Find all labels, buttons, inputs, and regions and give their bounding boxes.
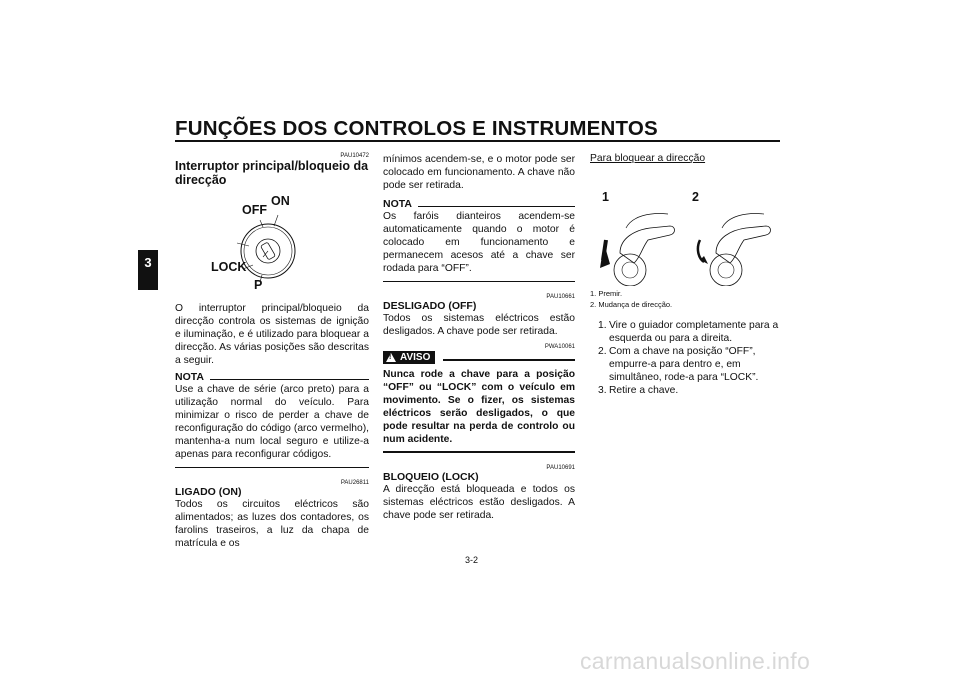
- lock-procedure-heading: Para bloquear a direcção: [590, 153, 706, 164]
- column-2: [383, 153, 575, 522]
- warning-text: Nunca rode a chave para a posição “OFF” ou “LOCK” com o veículo em movimento. Se o fizer, os sistemas eléctricos serão desligados, o que pode resultar na perda de controlo ou num acidente.: [383, 369, 575, 445]
- off-label: OFF: [242, 203, 267, 217]
- steps-list: [590, 319, 782, 397]
- nota-end-rule: [175, 467, 369, 468]
- section-code: PAU10472: [340, 153, 369, 159]
- off-heading: DESLIGADO (OFF): [383, 300, 477, 312]
- nota-text: Use a chave de série (arco preto) para a utilização normal do veículo. Para minimizar o risco de perder a chave de reconfiguração do código (arco vermelho), mantenha-a num local seguro e utilize-a apenas para reconfigurar códigos.: [175, 384, 369, 460]
- warning-badge: [383, 351, 435, 364]
- off-text: Todos os sistemas eléctricos estão desligados. A chave pode ser retirada.: [383, 313, 575, 337]
- figure-label-1: 1: [602, 190, 609, 204]
- intro-text: O interruptor principal/bloqueio da direcção controla os sistemas de ignição e iluminação, e é utilizado para bloquear a direcção. As várias posições são descritas a seguir.: [175, 303, 369, 366]
- caption-2: 2. Mudança de direcção.: [590, 300, 673, 309]
- nota-line: [210, 379, 369, 380]
- page-title: FUNÇÕES DOS CONTROLOS E INSTRUMENTOS: [175, 117, 658, 140]
- figure-captions: [590, 288, 782, 310]
- on-heading: LIGADO (ON): [175, 486, 242, 498]
- warning-icon: [386, 353, 396, 362]
- on-text: Todos os circuitos eléctricos são alimentados; as luzes dos contadores, os farolins traseiros, a luz da chapa de matrícula e os: [175, 499, 369, 549]
- nota-header: [175, 371, 369, 383]
- section-code: PAU10661: [546, 294, 575, 300]
- title-rule: [175, 140, 780, 142]
- list-item: 1. Vire o guiador completamente para a esquerda ou para a direita.: [598, 320, 779, 344]
- nota-text: Os faróis dianteiros acendem-se automaticamente quando o motor é colocado em funcionamento e permanecem acesos até a chave ser rodada para “OFF”.: [383, 211, 575, 274]
- nota-line: [418, 206, 575, 207]
- column-1: [175, 153, 369, 550]
- nota-label: NOTA: [383, 198, 412, 210]
- section-heading: Interruptor principal/bloqueio da direcção: [175, 159, 369, 187]
- p-label: P: [254, 278, 263, 292]
- on-label: ON: [271, 194, 290, 208]
- lock-heading: BLOQUEIO (LOCK): [383, 471, 479, 483]
- section-code: PAU26811: [340, 480, 369, 486]
- lock-text: A direcção está bloqueada e todos os sistemas eléctricos estão desligados. A chave pode ser retirada.: [383, 484, 575, 521]
- column-3: [590, 153, 782, 397]
- list-item: 3. Retire a chave.: [598, 385, 679, 396]
- aviso-end-rule: [383, 451, 575, 453]
- aviso-label: AVISO: [400, 352, 431, 363]
- chapter-tab: 3: [138, 250, 158, 290]
- ignition-switch-figure: [175, 191, 369, 299]
- page-number: 3-2: [465, 555, 479, 565]
- section-code: PWA10061: [544, 344, 575, 350]
- nota-end-rule: [383, 281, 575, 282]
- nota-label: NOTA: [175, 371, 204, 383]
- aviso-line: [443, 359, 575, 361]
- lock-label: LOCK: [211, 260, 247, 274]
- watermark: carmanualsonline.info: [580, 648, 811, 674]
- section-code: PAU10691: [546, 465, 575, 471]
- figure-label-2: 2: [692, 190, 699, 204]
- caption-1: 1. Premir.: [590, 289, 623, 298]
- lock-procedure-figure: [590, 168, 782, 286]
- aviso-header: [383, 351, 575, 364]
- list-item: 2. Com a chave na posição “OFF”, empurre-a para dentro e, em simultâneo, rode-a para “LOCK”.: [598, 346, 759, 383]
- nota-header: [383, 198, 575, 210]
- continuation-text: mínimos acendem-se, e o motor pode ser colocado em funcionamento. A chave não pode ser retirada.: [383, 154, 575, 191]
